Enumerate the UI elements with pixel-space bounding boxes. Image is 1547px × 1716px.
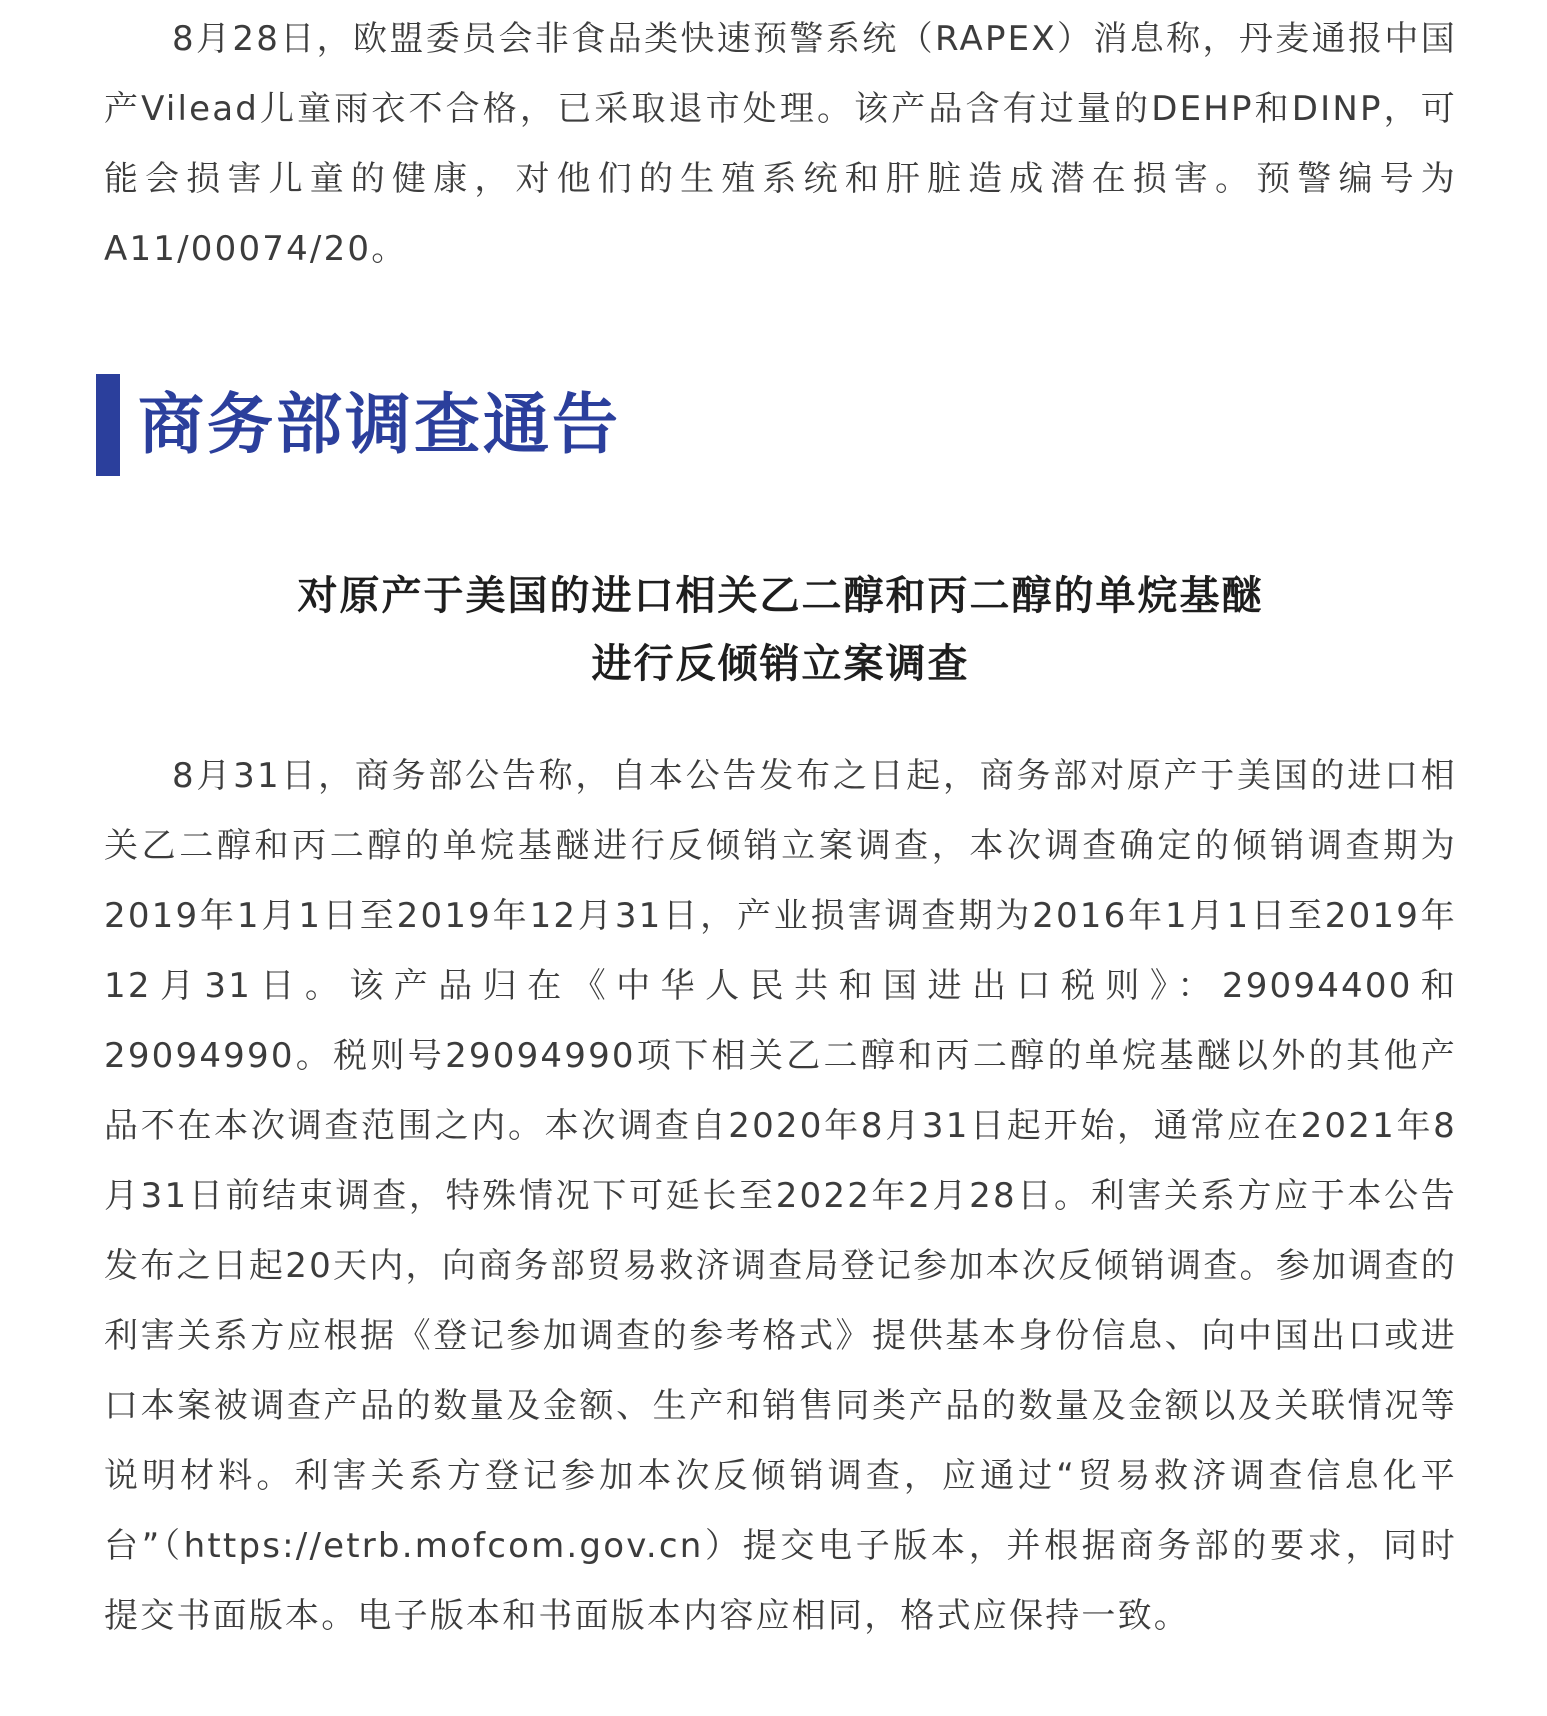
article-title-line-1: 对原产于美国的进口相关乙二醇和丙二醇的单烷基醚 [297, 573, 1264, 619]
article-title [104, 562, 1457, 698]
rapex-notice-paragraph: 8月28日，欧盟委员会非食品类快速预警系统（RAPEX）消息称，丹麦通报中国产Vilead儿童雨衣不合格，已采取退市处理。该产品含有过量的DEHP和DINP，可能会损害儿童的健康，对他们的生殖系统和肝脏造成潜在损害。预警编号为A11/00074/20。 [104, 19, 1457, 269]
section-title: 商务部调查通告 [138, 386, 621, 463]
investigation-body-paragraph: 8月31日，商务部公告称，自本公告发布之日起，商务部对原产于美国的进口相关乙二醇和丙二醇的单烷基醚进行反倾销立案调查，本次调查确定的倾销调查期为2019年1月1日至2019年12月31日，产业损害调查期为2016年1月1日至2019年12月31日。该产品归在《中华人民共和国进出口税则》：29094400和29094990。税则号29094990项下相关乙二醇和丙二醇的单烷基醚以外的其他产品不在本次调查范围之内。本次调查自2020年8月31日起开始，通常应在2021年8月31日前结束调查，特殊情况下可延长至2022年2月28日。利害关系方应于本公告发布之日起20天内，向商务部贸易救济调查局登记参加本次反倾销调查。参加调查的利害关系方应根据《登记参加调查的参考格式》提供基本身份信息、向中国出口或进口本案被调查产品的数量及金额、生产和销售同类产品的数量及金额以及关联情况等说明材料。利害关系方登记参加本次反倾销调查，应通过“贸易救济调查信息化平台”（https://etrb.mofcom.gov.cn）提交电子版本，并根据商务部的要求，同时提交书面版本。电子版本和书面版本内容应相同，格式应保持一致。 [104, 756, 1457, 1636]
section-heading [96, 374, 621, 476]
section-accent-bar [96, 374, 120, 476]
article-title-line-2: 进行反倾销立案调查 [591, 641, 970, 687]
